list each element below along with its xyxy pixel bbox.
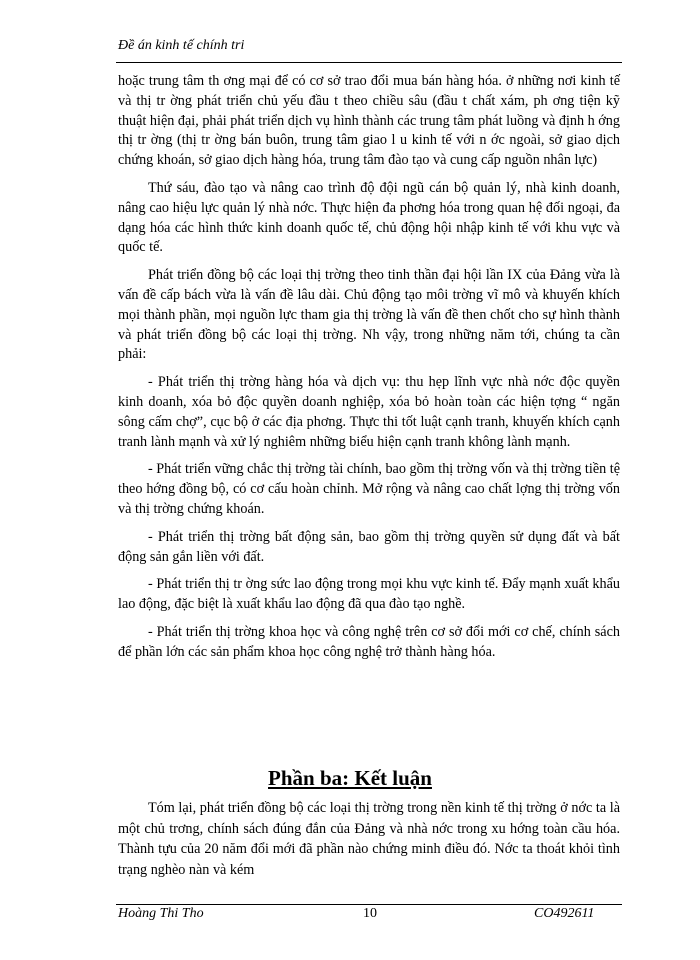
- bullet-thi-truong-hang-hoa: - Phát triển thị trờng hàng hóa và dịch vụ: thu hẹp lĩnh vực nhà nớc độc quyền kinh doanh, xóa bỏ độc quyền doanh nghiệp, xóa bỏ hoàn toàn các hiện tợng “ ngăn sông cấm chợ”, cục bộ ở các địa phơng. Thực thi tốt luật cạnh tranh, khuyến khích cạnh tranh lành mạnh và xử lý nghiêm những biểu hiện cạnh tranh không lành mạnh.: [118, 374, 620, 450]
- paragraph-conclusion: Tóm lại, phát triển đồng bộ các loại thị trờng trong nền kinh tế thị trờng ở nớc ta là một chủ trơng, chính sách đúng đắn của Đảng và nhà nớc trong xu hớng toàn cầu hóa. Thành tựu của 20 năm đổi mới đã phần nào chứng minh điều đó. Nớc ta thoát khỏi tình trạng nghèo nàn và kém: [118, 800, 620, 878]
- footer-code: CO492611: [534, 906, 595, 921]
- header-divider: [116, 62, 622, 63]
- bullet-thi-truong-khoa-hoc: - Phát triển thị trờng khoa học và công nghệ trên cơ sở đổi mới cơ chế, chính sách để phần lớn các sản phẩm khoa học công nghệ trở thành hàng hóa.: [118, 623, 620, 660]
- paragraph-continuation: hoặc trung tâm th ơng mại để có cơ sở trao đổi mua bán hàng hóa. ở những nơi kinh tế và thị tr ờng phát triển chủ yếu đầu t theo chiều sâu (đầu t chất xám, ph ơng tiện kỹ thuật hiện đại, phải phát triển dịch vụ hình thành các trung tâm phát luồng và định h ớng thị tr ờng (thị tr ờng bán buôn, trung tâm giao l u kinh tế với n ớc ngoài, sở giao dịch chứng khoán, sở giao dịch hàng hóa, trung tâm đào tạo và cung cấp nguồn nhân lực): [118, 73, 620, 169]
- paragraph-phat-trien-dong-bo: Phát triển đồng bộ các loại thị trờng theo tinh thần đại hội lần IX của Đảng vừa là vấn đề cấp bách vừa là vấn đề lâu dài. Chủ động tạo môi trờng vĩ mô và khuyến khích mọi thành phần, mọi nguồn lực tham gia thị trờng là vấn đề then chốt cho sự hình thành và phát triển đồng bộ các loại thị trờng. Nh vậy, trong những năm tới, chúng ta cần phải:: [118, 267, 620, 363]
- bullet-thi-truong-tai-chinh: - Phát triển vững chắc thị trờng tài chính, bao gồm thị trờng vốn và thị trờng tiền tệ theo hớng đồng bộ, có cơ cấu hoàn chỉnh. Mở rộng và nâng cao chất lợng thị trờng vốn và thị trờng chứng khoán.: [118, 461, 620, 517]
- bullet-thi-truong-lao-dong: - Phát triển thị tr ờng sức lao động trong mọi khu vực kinh tế. Đẩy mạnh xuất khẩu lao động, đặc biệt là xuất khẩu lao động đã qua đào tạo nghề.: [118, 576, 620, 613]
- paragraph-thu-sau: Thứ sáu, đào tạo và nâng cao trình độ đội ngũ cán bộ quản lý, nhà kinh doanh, nâng cao hiệu lực quản lý nhà nớc. Thực hiện đa phơng hóa trong quan hệ đối ngoại, đa dạng hóa các hình thức kinh doanh quốc tế, chủ động hội nhập kinh tế với khu vực và quốc tế.: [118, 179, 620, 256]
- footer-divider: [116, 904, 622, 905]
- footer-page-number: 10: [363, 906, 377, 921]
- page-header-title: Đề án kinh tế chính tri: [118, 38, 245, 53]
- bullet-thi-truong-bat-dong-san: - Phát triển thị trờng bất động sản, bao gồm thị trờng quyền sử dụng đất và bất động sản gắn liền với đất.: [118, 528, 620, 565]
- footer-author: Hoàng Thi Tho: [118, 906, 204, 921]
- body-content: [118, 72, 620, 671]
- section-title: Phần ba: Kết luận: [268, 766, 432, 790]
